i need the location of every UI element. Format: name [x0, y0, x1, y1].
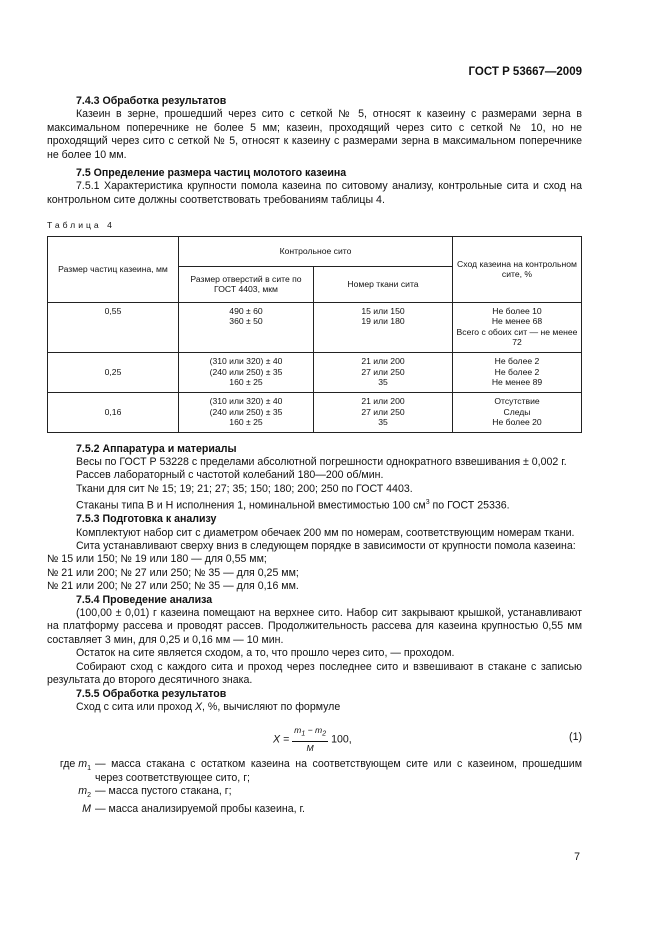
formula-block: [47, 720, 582, 754]
header-control-sieve: Контрольное сито: [179, 236, 453, 266]
formula: X = $\frac{m_1 - m_2}{M}$ 100,: [273, 724, 352, 756]
cell-size: 0,16: [48, 392, 179, 432]
table-caption: Таблица 4: [47, 220, 115, 231]
paragraph-beakers: Стаканы типа В и Н исполнения 1, номинальной вместимостью 100 $см^3$ по ГОСТ 25336.: [76, 499, 510, 512]
section-heading-7-5-4: 7.5.4 Проведение анализа: [76, 593, 213, 606]
table-row: [48, 352, 582, 392]
list-item: № 21 или 200; № 27 или 250; № 35 — для 0,16 мм.: [47, 580, 299, 593]
formula-fraction: $\frac{m_1 - m_2}{M}$: [294, 725, 327, 754]
table-4: [47, 236, 582, 433]
paragraph-sieve-order: Сита устанавливают сверху вниз в следующем порядке в зависимости от крупности помола казеина:: [76, 540, 576, 553]
paragraph-7-4-3: Казеин в зерне, прошедший через сито с сеткой № 5, относят к казеину с размерами зерна в максимальном поперечнике не более 5 мм; казеин, проходящий через сито с сеткой № 10, но не проходящий через сито с сеткой № 5, относят к казеину с размерами зерна в максимальном поперечнике не более 10 мм.: [47, 108, 582, 161]
table-row: [48, 392, 582, 432]
cell-size: 0,55: [48, 302, 179, 352]
paragraph-weighing: Собирают сход с каждого сита и проход через последнее сито и взвешивают в стакане с записью результата до второго десятичного знака.: [47, 660, 582, 687]
table-row: [48, 302, 582, 352]
formula-number: (1): [569, 731, 582, 744]
cell-fabric: 21 или 200 27 или 250 35: [314, 392, 453, 432]
paragraph-scales: Весы по ГОСТ Р 53228 с пределами абсолютной погрешности однократного взвешивания ± 0,002 г.: [76, 456, 567, 469]
list-item: № 21 или 200; № 27 или 250; № 35 — для 0,25 мм;: [47, 566, 299, 579]
cell-size: 0,25: [48, 352, 179, 392]
paragraph-procedure: (100,00 ± 0,01) г казеина помещают на верхнее сито. Набор сит закрывают крышкой, устанавливают на платформу рассева и проводят рассев. Продолжительность рассева для казеина крупностью 0,55 мм составляет 3 мин, для 0,25 и 0,16 мм — 10 мин.: [47, 607, 582, 646]
legend-m1: где $m_1$ — масса стакана с остатком казеина на соответствующем сите или с казеином, прошедшим через соответствующее сито, г;: [59, 758, 582, 784]
legend-m2: $m_2$ — масса пустого стакана, г;: [78, 785, 232, 800]
document-header: ГОСТ Р 53667—2009: [468, 66, 582, 78]
list-item: № 15 или 150; № 19 или 180 — для 0,55 мм;: [47, 553, 267, 566]
header-residue: Сход казеина на контрольном сите, %: [453, 236, 582, 302]
page-content: [47, 95, 582, 816]
legend-M: M — масса анализируемой пробы казеина, г.: [82, 802, 306, 815]
cell-residue: Отсутствие Следы Не более 20: [453, 392, 582, 432]
page-number: 7: [574, 851, 580, 863]
paragraph-7-5-1: 7.5.1 Характеристика крупности помола казеина по ситовому анализу, контрольные сита и сход на контрольном сите должны соответствовать требованиям таблицы 4.: [47, 180, 582, 206]
paragraph-formula-intro: Сход с сита или проход X, %, вычисляют по формуле: [76, 700, 341, 713]
cell-fabric: 21 или 200 27 или 250 35: [314, 352, 453, 392]
paragraph-sieve-set: Комплектуют набор сит с диаметром обечаек 200 мм по номерам, соответствующим номерам ткани.: [76, 526, 575, 539]
cell-fabric: 15 или 150 19 или 180: [314, 302, 453, 352]
section-heading-7-5-3: 7.5.3 Подготовка к анализу: [76, 513, 217, 526]
cell-residue: Не более 2 Не более 2 Не менее 89: [453, 352, 582, 392]
cell-holes: 490 ± 60 360 ± 50: [179, 302, 314, 352]
paragraph-residue-definition: Остаток на сите является сходом, а то, что прошло через сито, — проходом.: [76, 647, 455, 660]
section-heading-7-5-2: 7.5.2 Аппаратура и материалы: [76, 442, 237, 455]
section-heading-7-5-5: 7.5.5 Обработка результатов: [76, 687, 227, 700]
formula-legend: [47, 758, 582, 816]
cell-holes: (310 или 320) ± 40 (240 или 250) ± 35 160 ± 25: [179, 392, 314, 432]
header-particle-size: Размер частиц казеина, мм: [48, 236, 179, 302]
paragraph-fabrics: Ткани для сит № 15; 19; 21; 27; 35; 150; 180; 200; 250 по ГОСТ 4403.: [76, 482, 413, 495]
cell-holes: (310 или 320) ± 40 (240 или 250) ± 35 160 ± 25: [179, 352, 314, 392]
section-heading-7-5: 7.5 Определение размера частиц молотого казеина: [76, 167, 347, 180]
paragraph-sifter: Рассев лабораторный с частотой колебаний 180—200 об/мин.: [76, 469, 384, 482]
cell-residue: Не более 10 Не менее 68 Всего с обоих сит — не менее 72: [453, 302, 582, 352]
header-fabric-number: Номер ткани сита: [314, 266, 453, 302]
header-hole-size: Размер отверстий в сите по ГОСТ 4403, мкм: [179, 266, 314, 302]
section-heading-7-4-3: 7.4.3 Обработка результатов: [76, 95, 227, 107]
